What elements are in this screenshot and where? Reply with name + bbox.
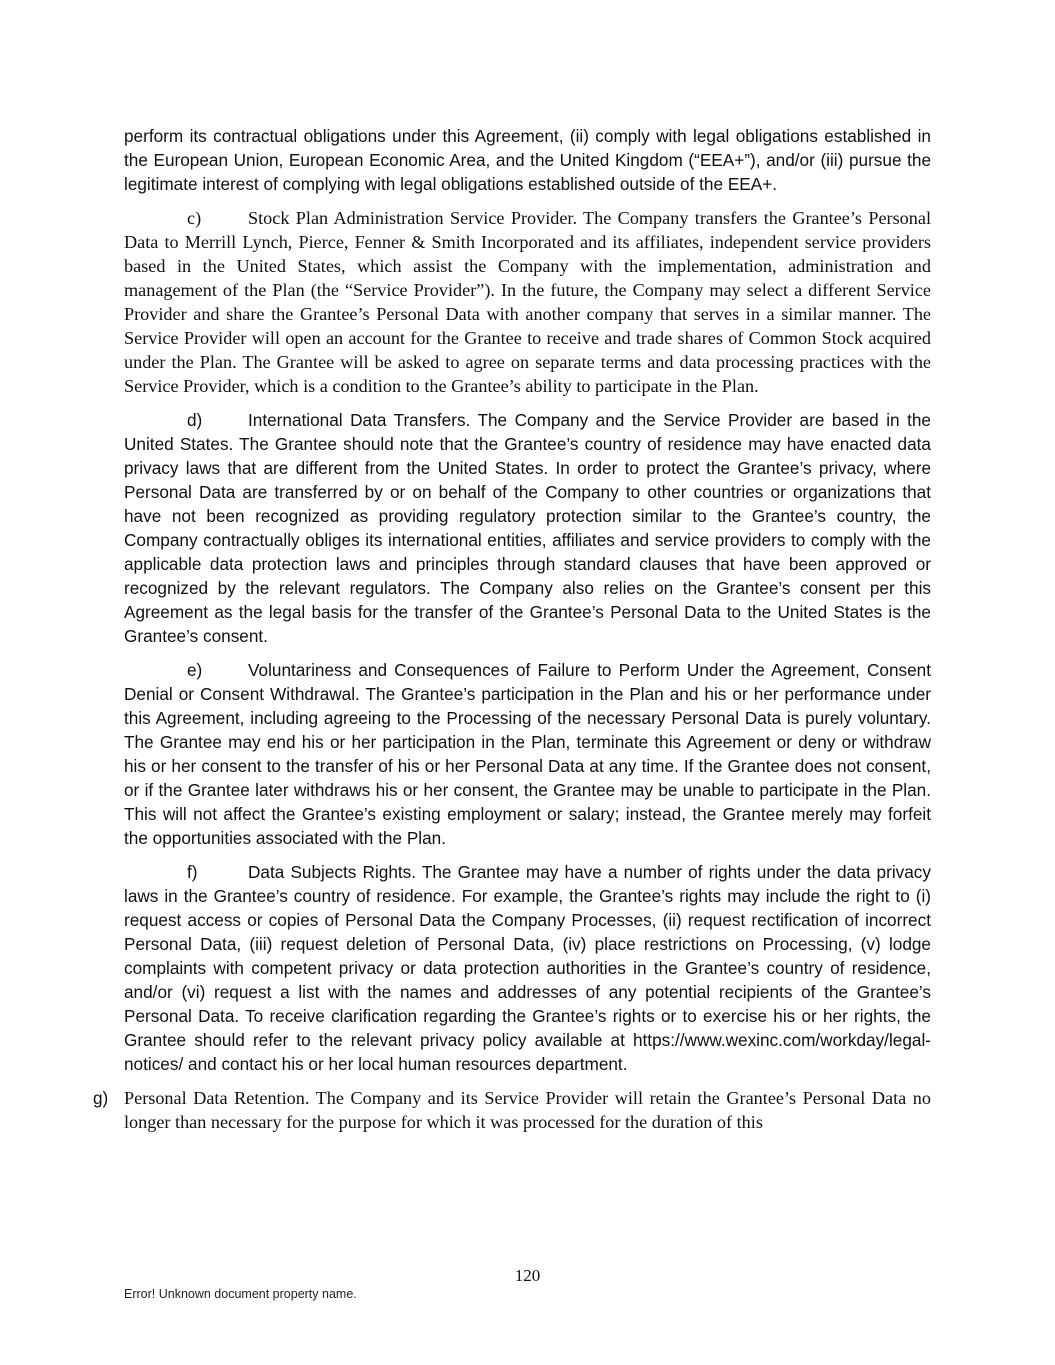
paragraph-e-marker: e) xyxy=(187,660,203,680)
paragraph-c-text: Stock Plan Administration Service Provider. The Company transfers the Grantee’s Personal Data to Merrill Lynch, Pierce, Fenner & Smith Incorporated and its affiliates, independent service providers based in the United States, which assist the Company with the implementation, administration and management of the Plan (the “Service Provider”). In the future, the Company may select a different Service Provider and share the Grantee’s Personal Data with another company that serves in a similar manner. The Service Provider will open an account for the Grantee to receive and trade shares of Common Stock acquired under the Plan. The Grantee will be asked to agree on separate terms and data processing practices with the Service Provider, which is a condition to the Grantee’s ability to participate in the Plan. xyxy=(124,208,931,396)
paragraph-d-marker: d) xyxy=(187,410,203,430)
paragraph-g-text: Personal Data Retention. The Company and its Service Provider will retain the Grantee’s Personal Data no longer than necessary for the purpose for which it was processed for the duration of this xyxy=(124,1088,931,1132)
document-body xyxy=(93,124,931,1144)
paragraph-c-marker: c) xyxy=(187,208,202,228)
paragraph-d xyxy=(124,408,931,648)
paragraph-e-text: Voluntariness and Consequences of Failure to Perform Under the Agreement, Consent Denial or Consent Withdrawal. The Grantee’s participation in the Plan and his or her performance under this Agreement, including agreeing to the Processing of the necessary Personal Data is purely voluntary. The Grantee may end his or her participation in the Plan, terminate this Agreement or deny or withdraw his or her consent to the transfer of his or her Personal Data at any time. If the Grantee does not consent, or if the Grantee later withdraws his or her consent, the Grantee may be unable to participate in the Plan. This will not affect the Grantee’s existing employment or salary; instead, the Grantee merely may forfeit the opportunities associated with the Plan. xyxy=(124,660,931,848)
paragraph-e xyxy=(124,658,931,850)
paragraph-g-marker: g) xyxy=(93,1088,109,1108)
paragraph-d-text: International Data Transfers. The Company and the Service Provider are based in the United States. The Grantee should note that the Grantee’s country of residence may have enacted data privacy laws that are different from the United States. In order to protect the Grantee’s privacy, where Personal Data are transferred by or on behalf of the Company to other countries or organizations that have not been recognized as providing regulatory protection similar to the Grantee’s country, the Company contractually obliges its international entities, affiliates and service providers to comply with the applicable data protection laws and principles through standard clauses that have been approved or recognized by the relevant regulators. The Company also relies on the Grantee’s consent per this Agreement as the legal basis for the transfer of the Grantee’s Personal Data to the United States is the Grantee’s consent. xyxy=(124,410,931,646)
paragraph-f xyxy=(124,860,931,1076)
paragraph-intro-text: perform its contractual obligations under this Agreement, (ii) comply with legal obligations established in the European Union, European Economic Area, and the United Kingdom (“EEA+”), and/or (iii) pursue the legitimate interest of complying with legal obligations established outside of the EEA+. xyxy=(124,126,931,194)
footer-error-text: Error! Unknown document property name. xyxy=(124,1287,357,1301)
paragraph-f-marker: f) xyxy=(187,862,198,882)
paragraph-intro xyxy=(124,124,931,196)
paragraph-f-text: Data Subjects Rights. The Grantee may have a number of rights under the data privacy laws in the Grantee’s country of residence. For example, the Grantee’s rights may include the right to (i) request access or copies of Personal Data the Company Processes, (ii) request rectification of incorrect Personal Data, (iii) request deletion of Personal Data, (iv) place restrictions on Processing, (v) lodge complaints with competent privacy or data protection authorities in the Grantee’s country of residence, and/or (vi) request a list with the names and addresses of any potential recipients of the Grantee’s Personal Data. To receive clarification regarding the Grantee’s rights or to exercise his or her rights, the Grantee should refer to the relevant privacy policy available at https://www.wexinc.com/workday/legal-notices/ and contact his or her local human resources department. xyxy=(124,862,931,1074)
page-number: 120 xyxy=(514,1266,541,1285)
paragraph-g xyxy=(93,1086,931,1134)
paragraph-c xyxy=(124,206,931,398)
